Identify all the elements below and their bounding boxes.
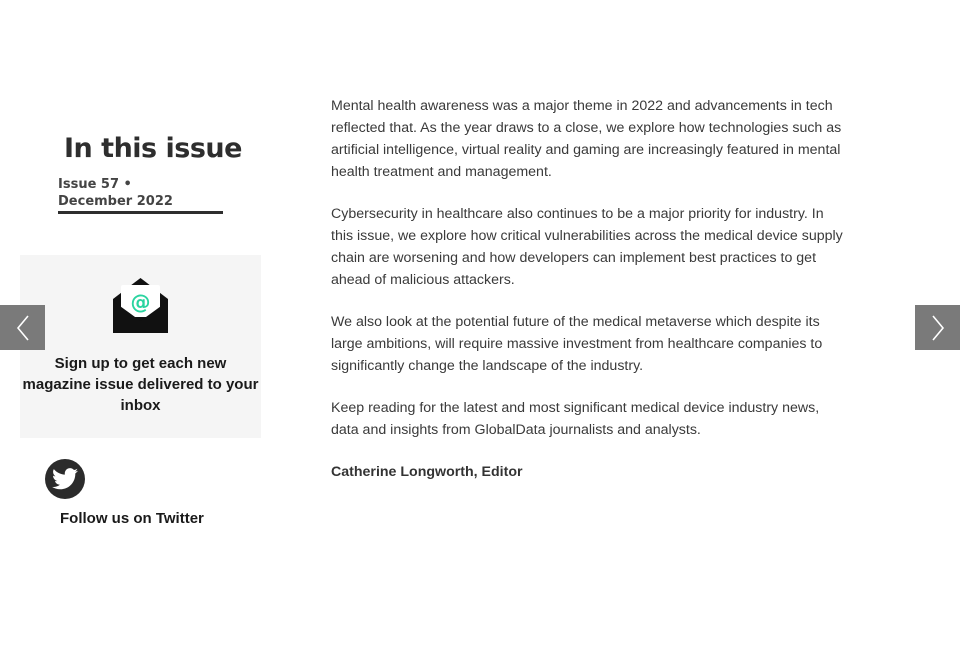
- editorial-content: [331, 95, 846, 503]
- paragraph: Cybersecurity in healthcare also continues to be a major priority for industry. In this issue, we explore how critical vulnerabilities across the medical device supply chain are worsening and how developers can implement best practices to get ahead of malicious attackers.: [331, 206, 843, 288]
- twitter-follow-link[interactable]: Follow us on Twitter: [60, 510, 204, 527]
- sidebar-title: In this issue: [64, 133, 242, 164]
- svg-text:@: @: [130, 290, 151, 314]
- twitter-icon[interactable]: [45, 459, 85, 499]
- paragraph: Keep reading for the latest and most significant medical device industry news, data and insights from GlobalData journalists and analysts.: [331, 400, 820, 438]
- chevron-left-icon: [16, 315, 30, 341]
- chevron-right-icon: [931, 315, 945, 341]
- title-divider: [58, 211, 223, 214]
- signup-text[interactable]: Sign up to get each new magazine issue delivered to your inbox: [22, 355, 259, 414]
- paragraph: Mental health awareness was a major theme in 2022 and advancements in tech reflected that. As the year draws to a close, we explore how technologies such as artificial intelligence, virtual reality and gaming are increasingly featured in mental health treatment and management.: [331, 98, 842, 180]
- envelope-at-icon[interactable]: [112, 277, 169, 334]
- paragraph: We also look at the potential future of the medical metaverse which despite its large ambitions, will require massive investment from healthcare companies to significantly change the landscape of the industry.: [331, 314, 823, 374]
- next-page-button[interactable]: [915, 305, 960, 350]
- issue-info: Issue 57 • December 2022: [58, 177, 173, 209]
- prev-page-button[interactable]: [0, 305, 45, 350]
- editor-signature: Catherine Longworth, Editor: [331, 464, 523, 480]
